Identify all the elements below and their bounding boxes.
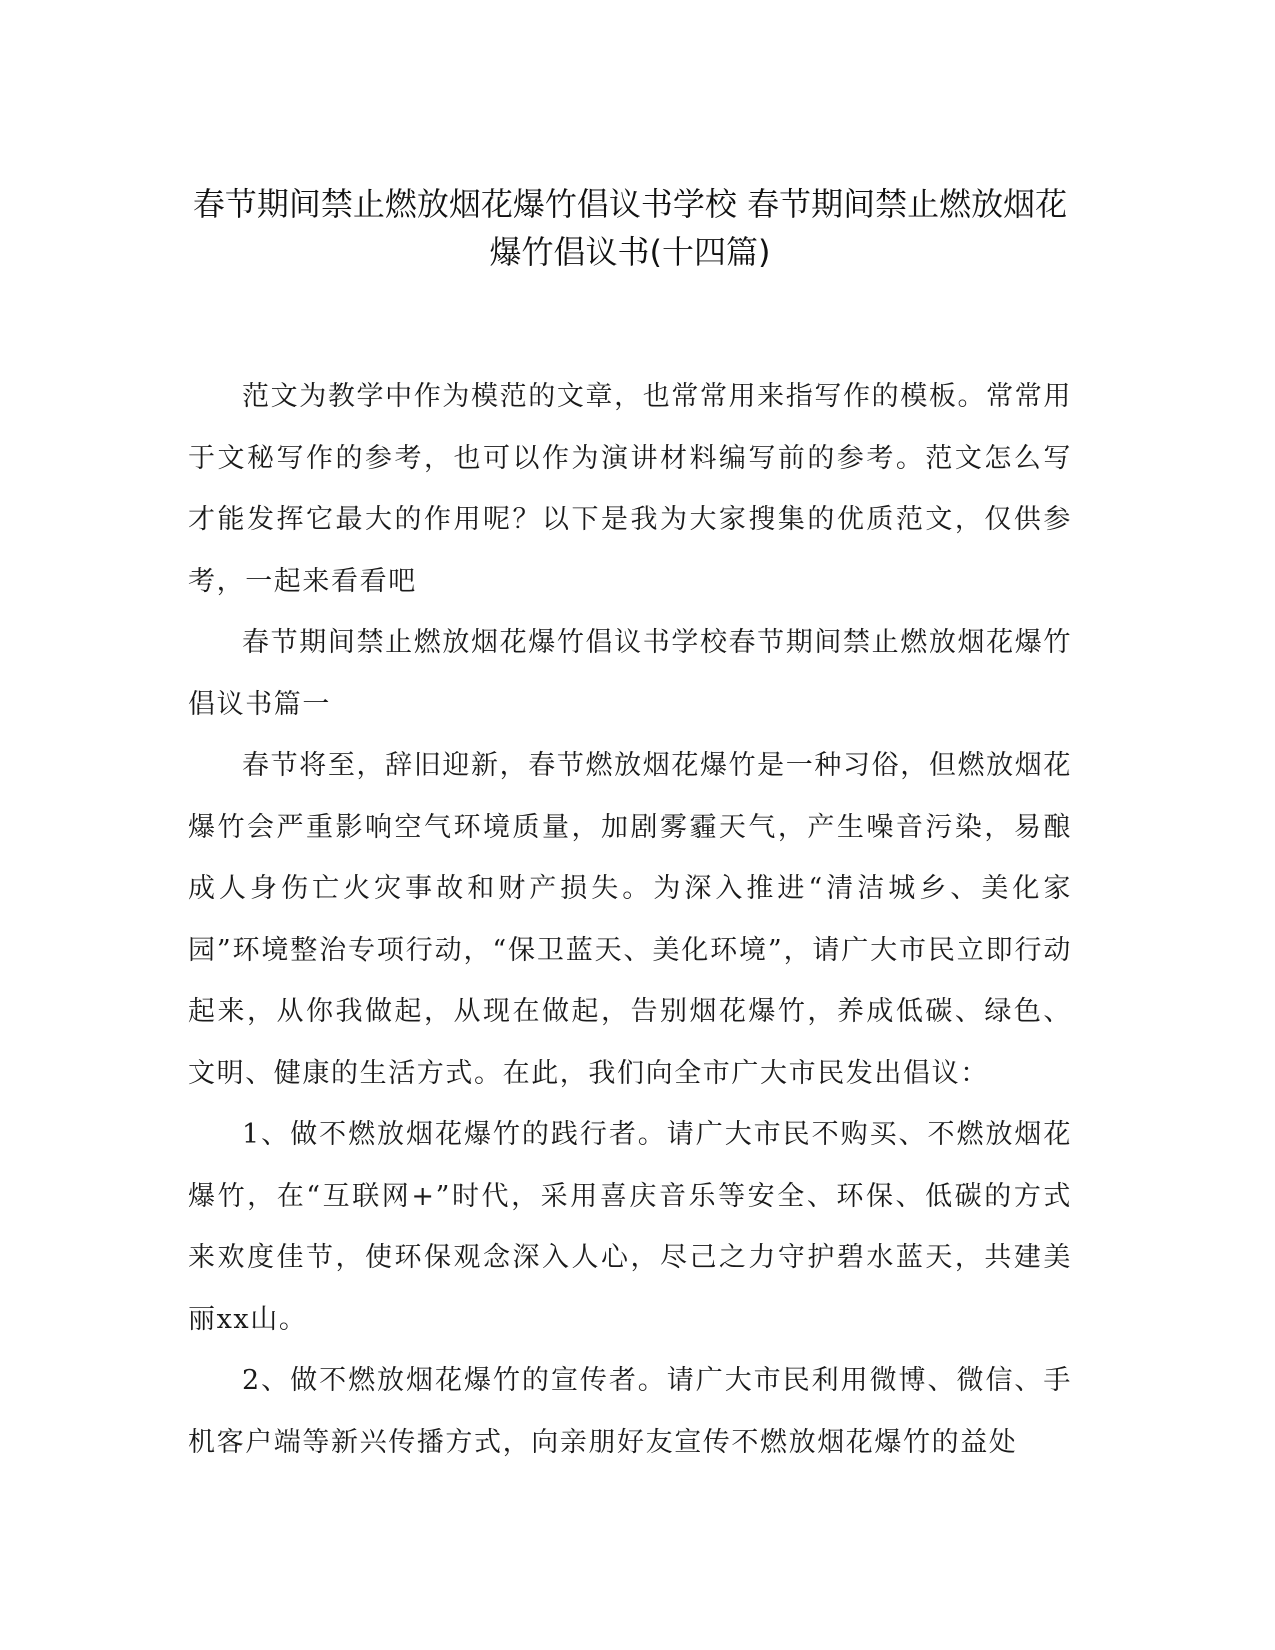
paragraph-intro: 范文为教学中作为模范的文章，也常常用来指写作的模板。常常用于文秘写作的参考，也可以作为演讲材料编写前的参考。范文怎么写才能发挥它最大的作用呢？以下是我为大家搜集的优质范文，仅供参考，一起来看看吧 bbox=[188, 381, 1072, 597]
paragraph-item-2: 2、做不燃放烟花爆竹的宣传者。请广大市民利用微博、微信、手机客户端等新兴传播方式，向亲朋好友宣传不燃放烟花爆竹的益处 bbox=[188, 1365, 1072, 1458]
document-body bbox=[188, 366, 1072, 1473]
paragraph-item-1: 1、做不燃放烟花爆竹的践行者。请广大市民不购买、不燃放烟花爆竹，在“互联网+”时代，采用喜庆音乐等安全、环保、低碳的方式来欢度佳节，使环保观念深入人心，尽己之力守护碧水蓝天，共建美丽xx山。 bbox=[188, 1119, 1072, 1335]
paragraph-background: 春节将至，辞旧迎新，春节燃放烟花爆竹是一种习俗，但燃放烟花爆竹会严重影响空气环境质量，加剧雾霾天气，产生噪音污染，易酿成人身伤亡火灾事故和财产损失。为深入推进“清洁城乡、美化家园”环境整治专项行动，“保卫蓝天、美化环境”，请广大市民立即行动起来，从你我做起，从现在做起，告别烟花爆竹，养成低碳、绿色、文明、健康的生活方式。在此，我们向全市广大市民发出倡议： bbox=[188, 750, 1072, 1089]
paragraph-section-heading: 春节期间禁止燃放烟花爆竹倡议书学校春节期间禁止燃放烟花爆竹倡议书篇一 bbox=[188, 627, 1072, 720]
document-title: 春节期间禁止燃放烟花爆竹倡议书学校 春节期间禁止燃放烟花爆竹倡议书(十四篇) bbox=[192, 185, 1068, 271]
